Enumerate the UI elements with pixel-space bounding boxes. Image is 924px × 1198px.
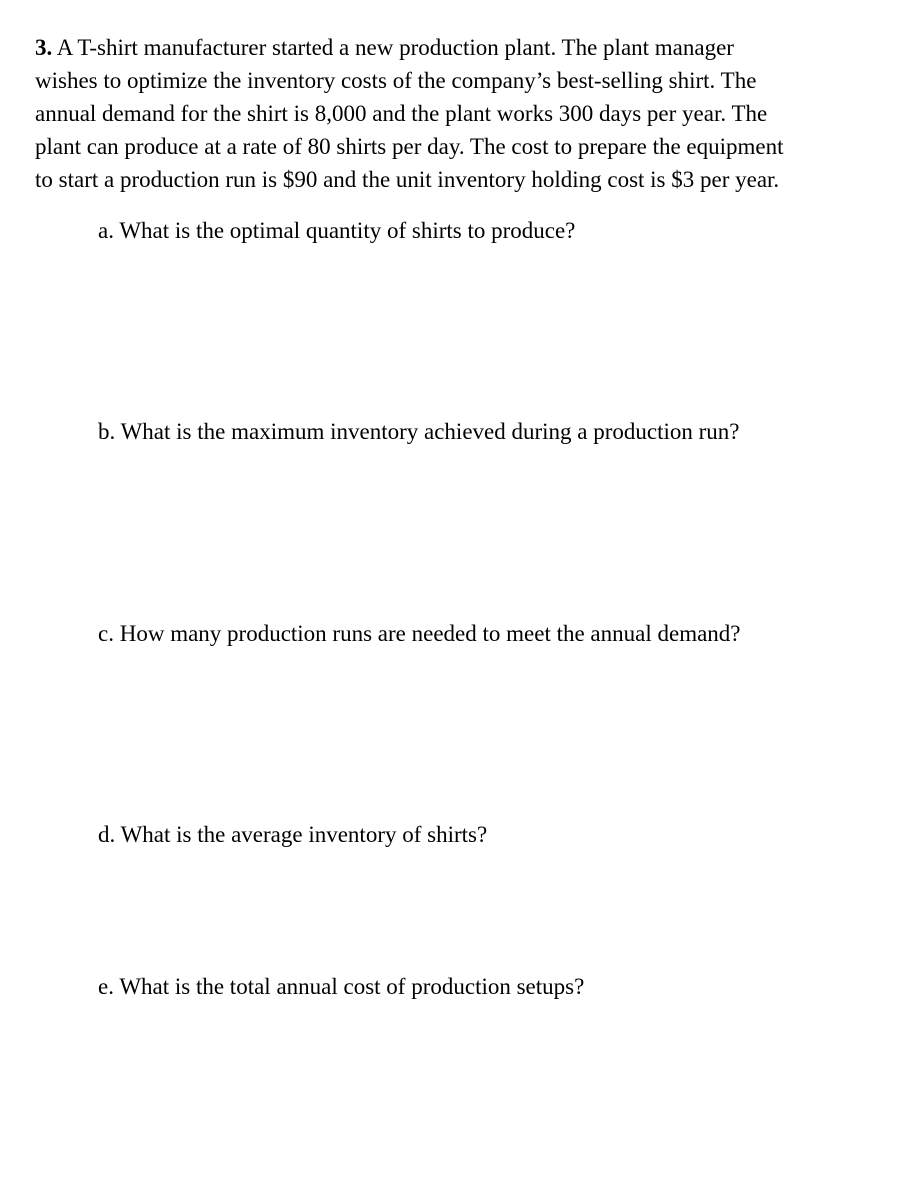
- problem-text-line-5: to start a production run is $90 and the unit inventory holding cost is $3 per year.: [35, 167, 780, 192]
- question-a-label: a.: [98, 218, 114, 243]
- question-d-label: d.: [98, 822, 116, 847]
- question-e: [98, 972, 584, 1002]
- question-d: [98, 820, 487, 850]
- question-c: [98, 619, 741, 649]
- question-d-text: What is the average inventory of shirts?: [120, 822, 488, 847]
- problem-text-line-1: A T-shirt manufacturer started a new production plant. The plant manager: [56, 35, 734, 60]
- problem-statement: [35, 31, 895, 196]
- question-e-label: e.: [98, 974, 114, 999]
- question-b-text: What is the maximum inventory achieved during a production run?: [120, 419, 740, 444]
- question-c-text: How many production runs are needed to meet the annual demand?: [119, 621, 741, 646]
- problem-text-line-2: wishes to optimize the inventory costs of the company’s best-selling shirt. The: [35, 68, 757, 93]
- question-a: [98, 216, 575, 246]
- problem-text-line-3: annual demand for the shirt is 8,000 and the plant works 300 days per year. The: [35, 101, 768, 126]
- problem-line-1: [35, 31, 895, 64]
- problem-number: 3.: [35, 35, 53, 60]
- question-a-text: What is the optimal quantity of shirts to produce?: [119, 218, 576, 243]
- question-b-label: b.: [98, 419, 116, 444]
- question-c-label: c.: [98, 621, 114, 646]
- question-e-text: What is the total annual cost of production setups?: [119, 974, 585, 999]
- problem-text-line-4: plant can produce at a rate of 80 shirts per day. The cost to prepare the equipment: [35, 134, 784, 159]
- question-b: [98, 417, 740, 447]
